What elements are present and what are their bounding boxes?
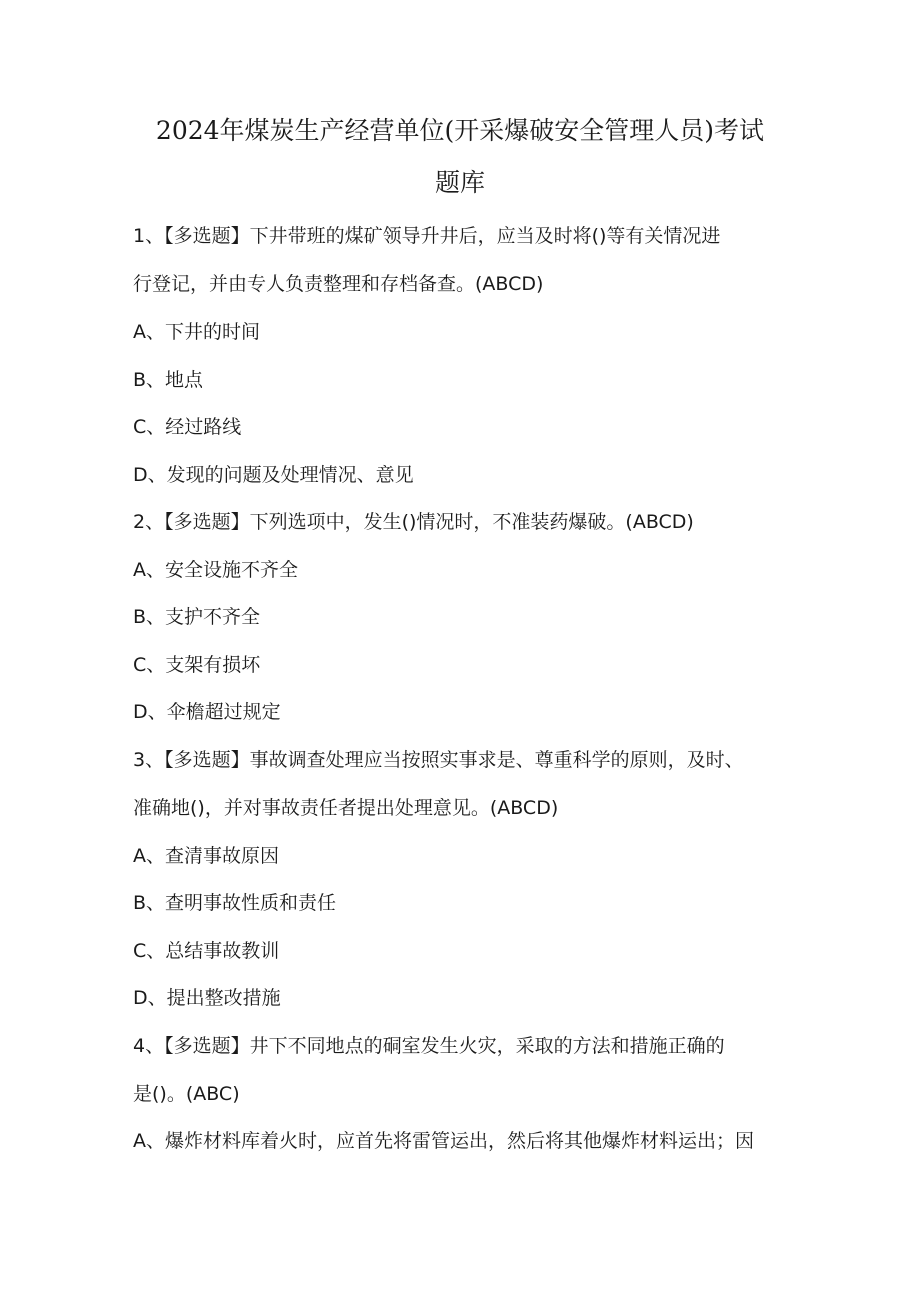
question-3-option-b: B、查明事故性质和责任 xyxy=(133,892,337,914)
question-3-text: 3、【多选题】事故调查处理应当按照实事求是、尊重科学的原则，及时、 xyxy=(133,749,744,771)
question-3-text-continued: 准确地()，并对事故责任者提出处理意见。(ABCD) xyxy=(133,797,559,819)
question-4-text-continued: 是()。(ABC) xyxy=(133,1083,240,1105)
question-1-option-b: B、地点 xyxy=(133,369,204,391)
question-2-option-b: B、支护不齐全 xyxy=(133,606,261,628)
document-title-line-1: 2024年煤炭生产经营单位(开采爆破安全管理人员)考试 xyxy=(155,116,765,145)
question-4-text: 4、【多选题】井下不同地点的硐室发生火灾，采取的方法和措施正确的 xyxy=(133,1035,725,1057)
question-4-option-a: A、爆炸材料库着火时，应首先将雷管运出，然后将其他爆炸材料运出；因 xyxy=(133,1130,754,1152)
question-3-option-d: D、提出整改措施 xyxy=(133,987,281,1009)
question-3-option-c: C、总结事故教训 xyxy=(133,940,280,962)
question-2-option-a: A、安全设施不齐全 xyxy=(133,559,298,581)
document-title-line-2: 题库 xyxy=(434,168,485,197)
question-1-text: 1、【多选题】下井带班的煤矿领导升井后，应当及时将()等有关情况进 xyxy=(133,225,721,247)
question-2-option-c: C、支架有损坏 xyxy=(133,654,261,676)
question-2-text: 2、【多选题】下列选项中，发生()情况时，不准装药爆破。(ABCD) xyxy=(133,511,694,533)
question-1-option-c: C、经过路线 xyxy=(133,416,242,438)
question-1-option-d: D、发现的问题及处理情况、意见 xyxy=(133,464,414,486)
question-1-option-a: A、下井的时间 xyxy=(133,321,260,343)
question-1-text-continued: 行登记，并由专人负责整理和存档备查。(ABCD) xyxy=(133,273,544,295)
question-2-option-d: D、伞檐超过规定 xyxy=(133,701,281,723)
question-3-option-a: A、查清事故原因 xyxy=(133,845,279,867)
